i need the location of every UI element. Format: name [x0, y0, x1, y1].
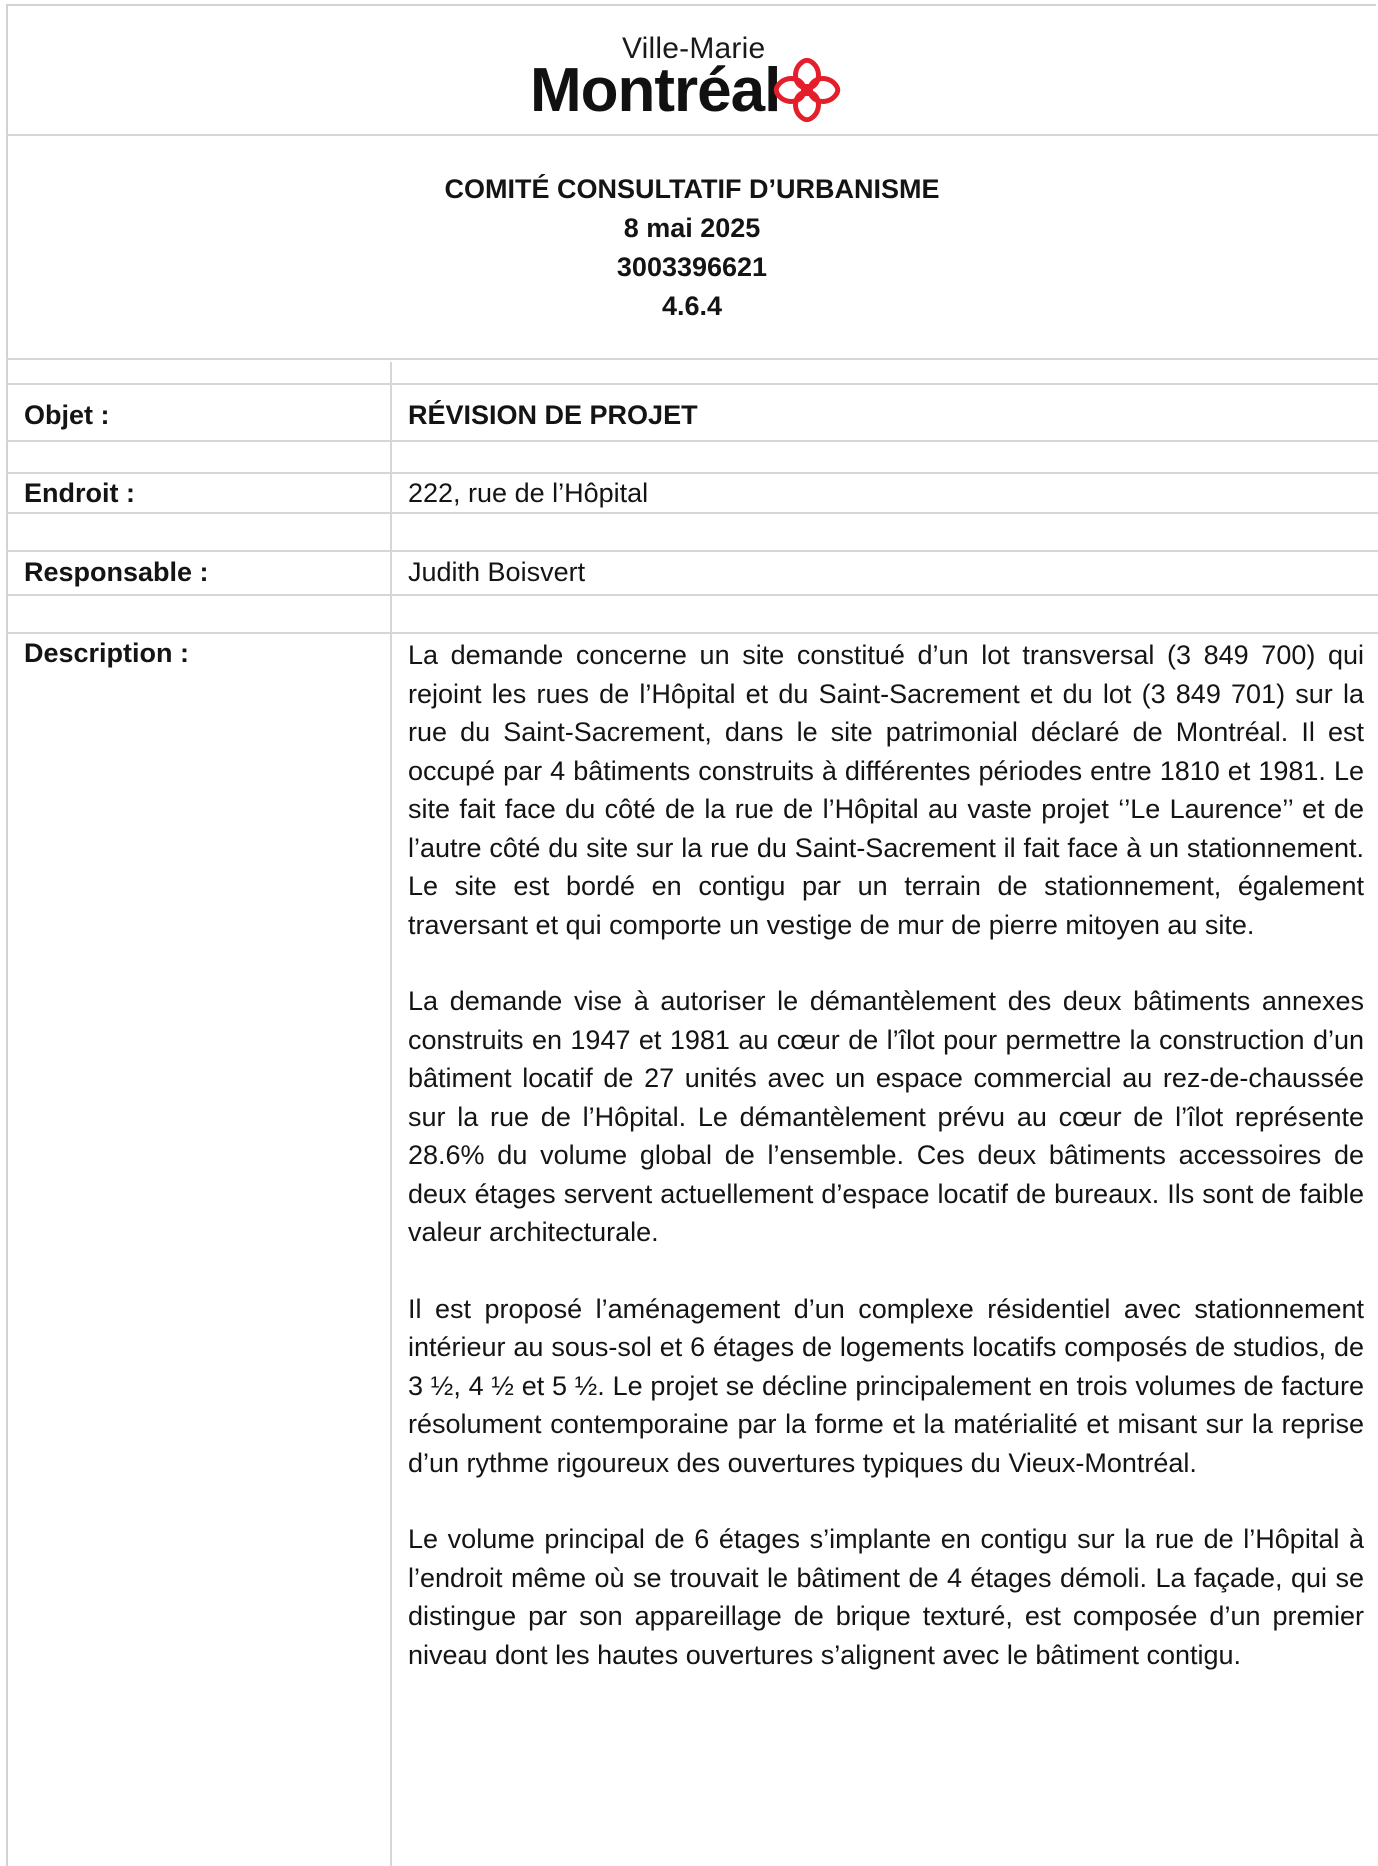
montreal-rosette-icon — [762, 54, 852, 126]
divider — [6, 632, 1378, 634]
meeting-date: 8 mai 2025 — [623, 213, 761, 243]
responsable-value: Judith Boisvert — [408, 557, 586, 587]
logo-city: Montréal — [530, 56, 781, 125]
committee-title: COMITÉ CONSULTATIF D’URBANISME — [444, 174, 940, 204]
divider — [6, 472, 1378, 474]
description-paragraph: Le volume principal de 6 étages s’implante en contigu sur la rue de l’Hôpital à l’endroit même où se trouvait le bâtiment de 4 étages démoli. La façade, qui se distingue par son appareillage de brique texturé, est composée d’un premier niveau dont les hautes ouvertures s’alignent avec le bâtiment contigu. — [408, 1524, 1364, 1670]
description-label: Description : — [24, 638, 190, 668]
responsable-label: Responsable : — [24, 557, 209, 587]
file-number: 3003396621 — [616, 252, 768, 282]
logo-borough: Ville-Marie — [622, 32, 766, 65]
objet-value: RÉVISION DE PROJET — [408, 400, 698, 430]
endroit-value: 222, rue de l’Hôpital — [408, 478, 649, 508]
divider — [6, 134, 1378, 136]
divider — [6, 358, 1378, 360]
endroit-label: Endroit : — [24, 478, 135, 508]
divider — [6, 594, 1378, 596]
description-text — [408, 636, 1364, 1712]
montreal-logo — [530, 26, 860, 131]
agenda-item: 4.6.4 — [661, 291, 723, 321]
divider — [6, 383, 1378, 385]
objet-label: Objet : — [24, 400, 110, 430]
divider — [6, 440, 1378, 442]
description-paragraph: La demande concerne un site constitué d’un lot transversal (3 849 700) qui rejoint les rues de l’Hôpital et du Saint-Sacrement et du lot (3 849 701) sur la rue du Saint-Sacrement, dans le site patrimonial déclaré de Montréal. Il est occupé par 4 bâtiments construits à différentes périodes entre 1810 et 1981. Le site fait face du côté de la rue de l’Hôpital au vaste projet ‘’Le Laurence’’ et de l’autre côté du site sur la rue du Saint-Sacrement il fait face à un stationnement. Le site est bordé en contigu par un terrain de stationnement, également traversant et qui comporte un vestige de mur de pierre mitoyen au site. — [408, 640, 1364, 940]
column-divider — [390, 362, 392, 1866]
description-paragraph: La demande vise à autoriser le démantèlement des deux bâtiments annexes construits en 1947 et 1981 au cœur de l’îlot pour permettre la construction d’un bâtiment locatif de 27 unités avec un espace commercial au rez-de-chaussée sur la rue de l’Hôpital. Le démantèlement prévu au cœur de l’îlot représente 28.6% du volume global de l’ensemble. Ces deux bâtiments accessoires de deux étages servent actuellement d’espace locatif de bureaux. Ils sont de faible valeur architecturale. — [408, 986, 1364, 1247]
meeting-header — [6, 170, 1378, 326]
divider — [6, 550, 1378, 552]
divider — [6, 512, 1378, 514]
description-paragraph: Il est proposé l’aménagement d’un complexe résidentiel avec stationnement intérieur au sous-sol et 6 étages de logements locatifs composés de studios, de 3 ½, 4 ½ et 5 ½. Le projet se décline principalement en trois volumes de facture résolument contemporaine par la forme et la matérialité et misant sur la reprise d’un rythme rigoureux des ouvertures typiques du Vieux-Montréal. — [408, 1293, 1364, 1478]
